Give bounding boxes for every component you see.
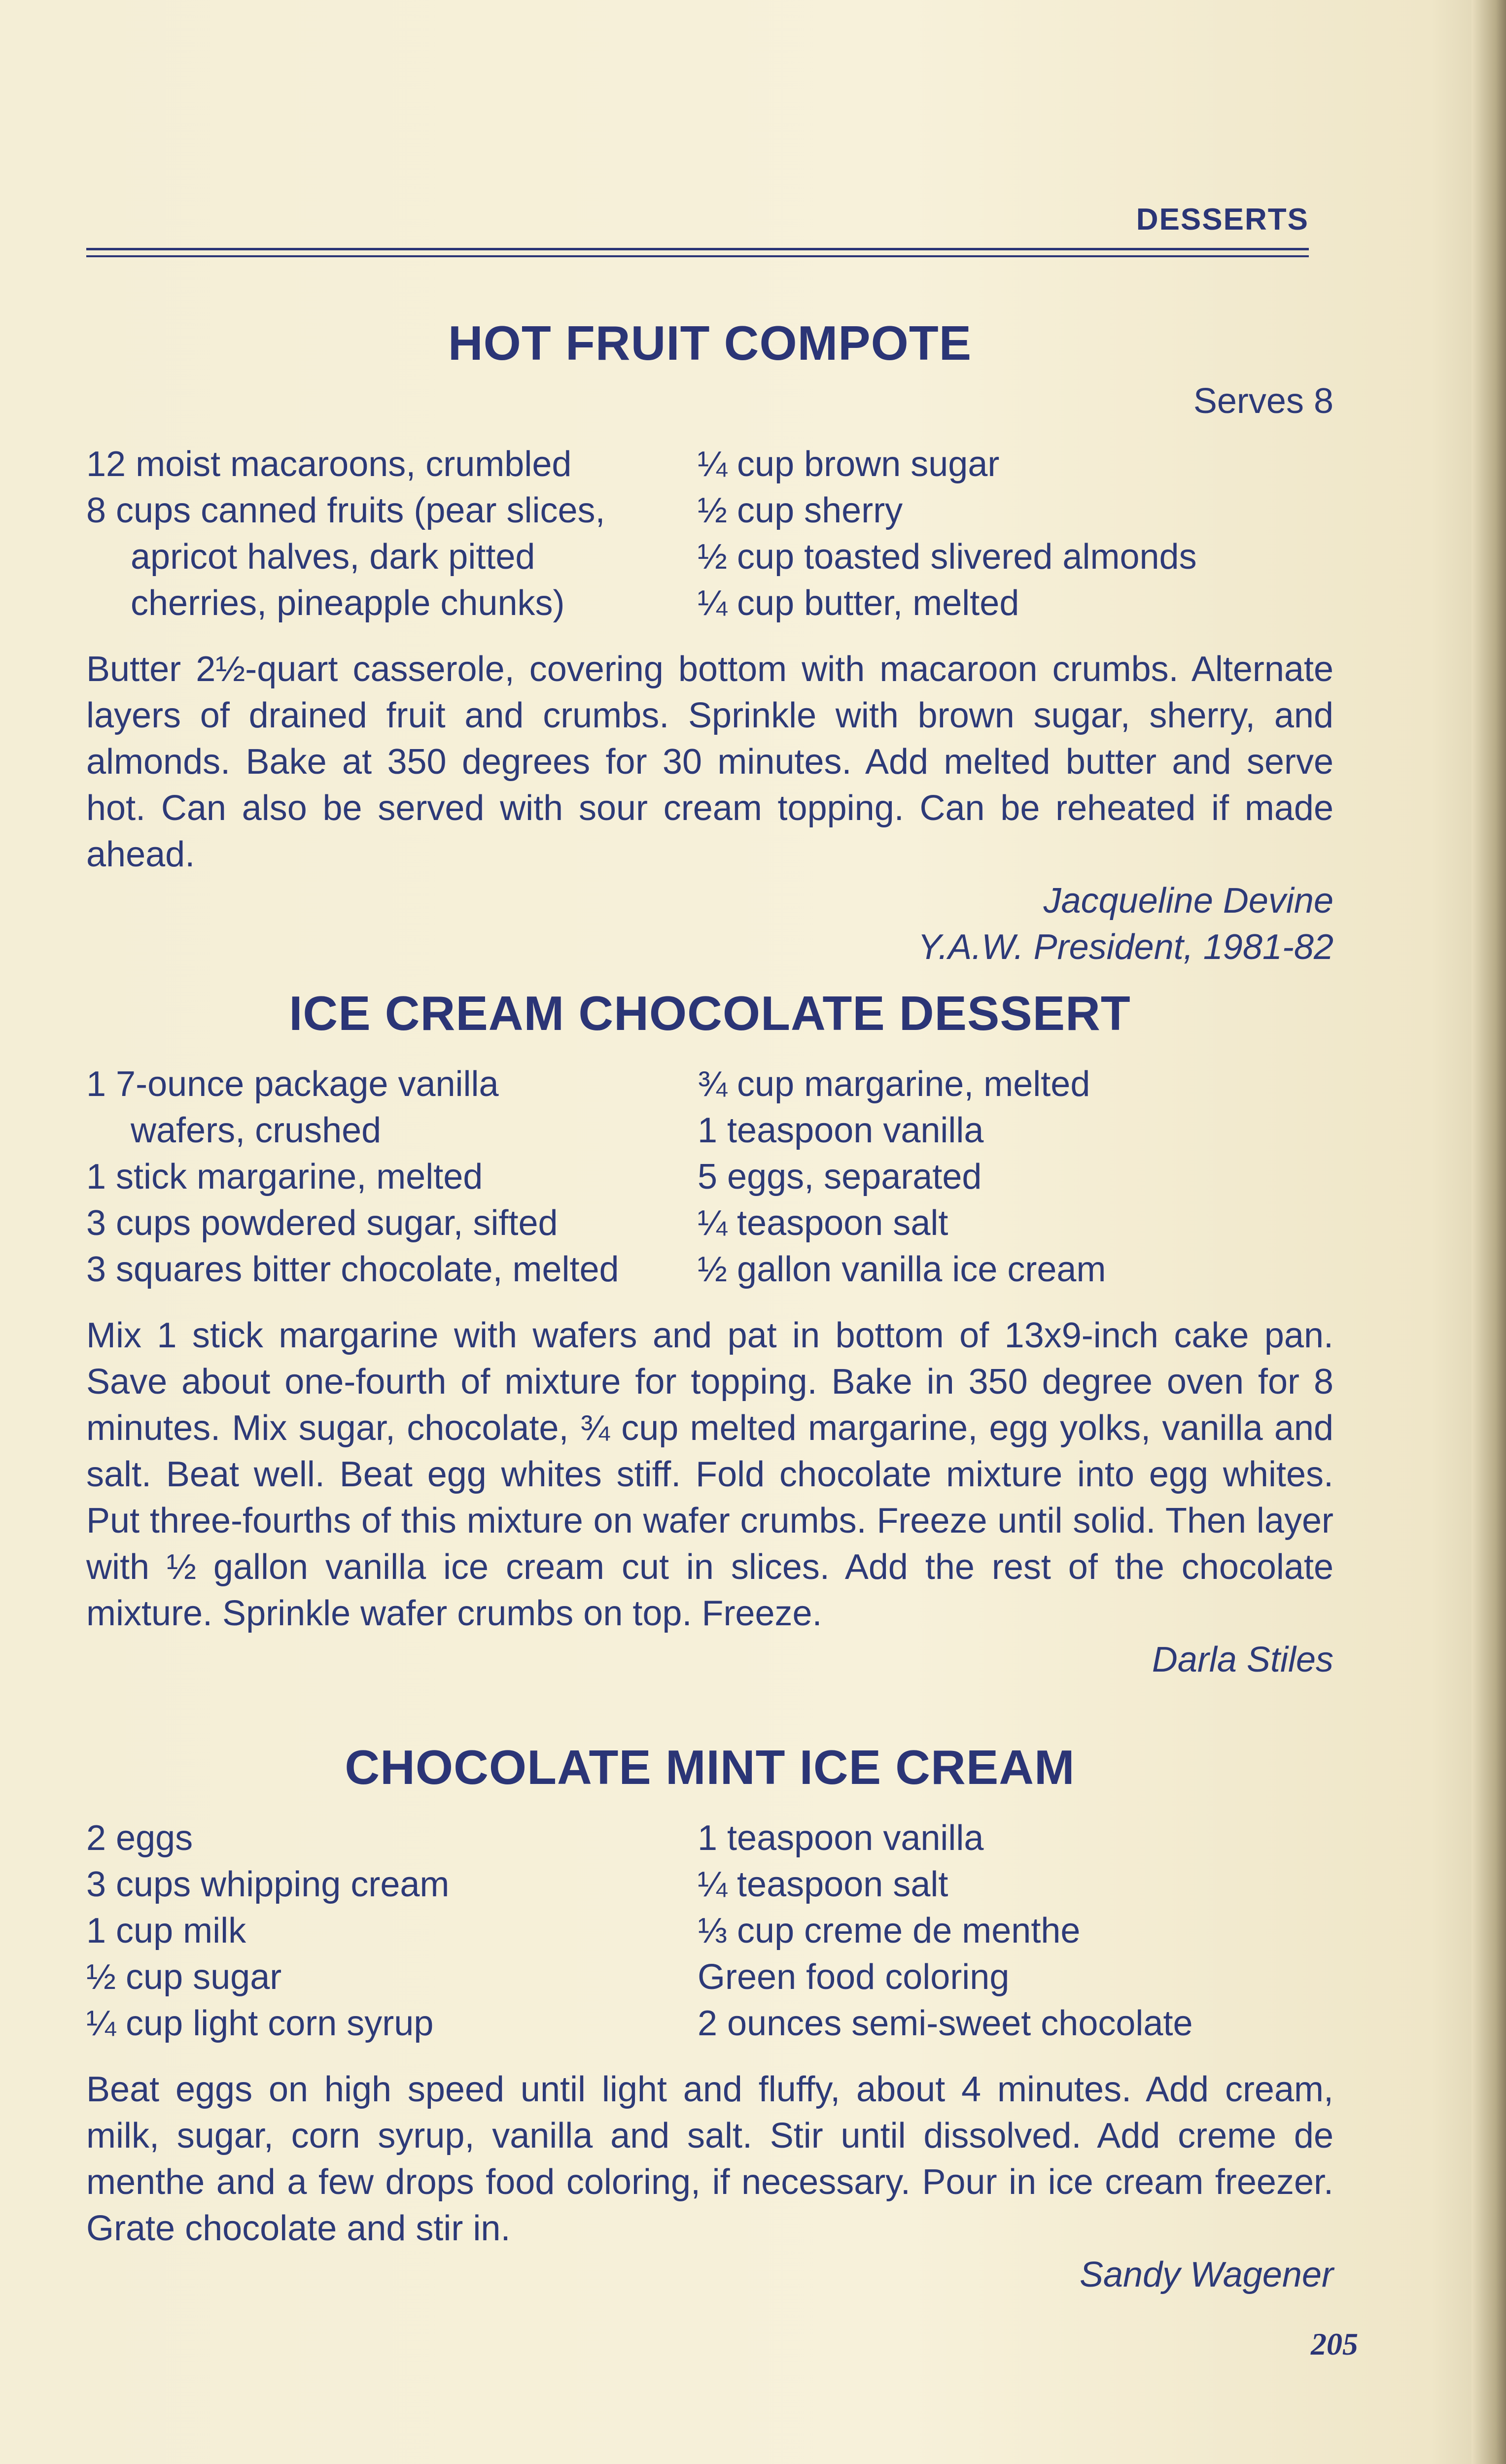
recipe-directions: Butter 2½-quart casserole, covering bottom with macaroon crumbs. Alternate layers of drained fruit and crumbs. Sprinkle with brown sugar, sherry, and almonds. Bake at 350 degrees for 30 minutes. Add melted butter and serve hot. Can also be served with sour cream topping. Can be reheated if made ahead.	[86, 650, 1333, 874]
credit-line: Jacqueline Devine	[1043, 881, 1333, 921]
ingredient-item: ½ cup toasted slivered almonds	[698, 537, 1197, 577]
ingredient-item: apricot halves, dark pitted	[131, 537, 535, 577]
ingredient-column-left	[86, 1061, 698, 1293]
credit-line: Darla Stiles	[1152, 1640, 1333, 1679]
ingredient-item: ¼ cup light corn syrup	[86, 2004, 434, 2043]
recipe-ice-cream-chocolate-dessert	[86, 986, 1333, 1683]
ingredient-item: 3 cups whipping cream	[86, 1865, 450, 1904]
ingredient-item: 2 eggs	[86, 1818, 193, 1858]
ingredient-item: 12 moist macaroons, crumbled	[86, 445, 572, 484]
recipe-hot-fruit-compote	[86, 315, 1333, 970]
credit-line: Sandy Wagener	[1079, 2255, 1333, 2294]
ingredient-item: ½ cup sherry	[698, 491, 903, 530]
ingredient-column-right	[698, 1815, 1333, 2047]
recipe-directions: Beat eggs on high speed until light and fluffy, about 4 minutes. Add cream, milk, sugar, corn syrup, vanilla and salt. Stir until dissolved. Add creme de menthe and a few drops food coloring, if necessary. Pour in ice cream freezer. Grate chocolate and stir in.	[86, 2070, 1333, 2248]
ingredient-item: Green food coloring	[698, 1957, 1010, 1997]
ingredient-item: 1 stick margarine, melted	[86, 1157, 483, 1197]
ingredient-item: ¼ teaspoon salt	[698, 1865, 948, 1904]
recipe-chocolate-mint-ice-cream	[86, 1740, 1333, 2298]
ingredient-item: ¾ cup margarine, melted	[698, 1064, 1090, 1104]
ingredient-item: 8 cups canned fruits (pear slices,	[86, 491, 605, 530]
ingredient-list	[86, 1815, 1333, 2047]
recipe-credit	[86, 2252, 1333, 2298]
ingredient-item: 3 squares bitter chocolate, melted	[86, 1250, 619, 1289]
ingredient-column-right	[698, 441, 1333, 626]
recipe-serves: Serves 8	[1193, 381, 1333, 421]
ingredient-list	[86, 441, 1333, 626]
recipe-title: ICE CREAM CHOCOLATE DESSERT	[289, 986, 1131, 1040]
credit-line: Y.A.W. President, 1981-82	[917, 927, 1333, 967]
header-rule-secondary	[86, 255, 1309, 257]
ingredient-item: wafers, crushed	[131, 1111, 382, 1150]
recipe-credit	[86, 878, 1333, 970]
page-header	[86, 202, 1309, 257]
section-label: DESSERTS	[1136, 203, 1309, 237]
ingredient-item: cherries, pineapple chunks)	[131, 583, 565, 623]
header-rule	[86, 248, 1309, 250]
ingredient-item: 1 7-ounce package vanilla	[86, 1064, 499, 1104]
book-spine-edge	[1471, 0, 1506, 2464]
ingredient-item: ¼ cup butter, melted	[698, 583, 1019, 623]
ingredient-item: 2 ounces semi-sweet chocolate	[698, 2004, 1193, 2043]
ingredient-item: 1 teaspoon vanilla	[698, 1818, 984, 1858]
ingredient-item: ½ cup sugar	[86, 1957, 282, 1997]
ingredient-item: 5 eggs, separated	[698, 1157, 982, 1197]
ingredient-item: ½ gallon vanilla ice cream	[698, 1250, 1106, 1289]
recipe-credit	[86, 1637, 1333, 1683]
ingredient-column-left	[86, 441, 698, 626]
recipe-title: HOT FRUIT COMPOTE	[448, 316, 972, 370]
recipe-title: CHOCOLATE MINT ICE CREAM	[345, 1740, 1075, 1794]
recipe-directions: Mix 1 stick margarine with wafers and pat in bottom of 13x9-inch cake pan. Save about one-fourth of mixture for topping. Bake in 350 degree oven for 8 minutes. Mix sugar, chocolate, ¾ cup melted margarine, egg yolks, vanilla and salt. Beat well. Beat egg whites stiff. Fold chocolate mixture into egg whites. Put three-fourths of this mixture on wafer crumbs. Freeze until solid. Then layer with ½ gallon vanilla ice cream cut in slices. Add the rest of the chocolate mixture. Sprinkle wafer crumbs on top. Freeze.	[86, 1316, 1333, 1633]
ingredient-item: 1 cup milk	[86, 1911, 246, 1951]
ingredient-column-left	[86, 1815, 698, 2047]
ingredient-item: ¼ teaspoon salt	[698, 1203, 948, 1243]
ingredient-item: 1 teaspoon vanilla	[698, 1111, 984, 1150]
ingredient-item: 3 cups powdered sugar, sifted	[86, 1203, 558, 1243]
ingredient-item: ¼ cup brown sugar	[698, 445, 1000, 484]
ingredient-column-right	[698, 1061, 1333, 1293]
ingredient-item: ⅓ cup creme de menthe	[698, 1911, 1081, 1951]
page-number: 205	[1311, 2327, 1358, 2361]
ingredient-list	[86, 1061, 1333, 1293]
